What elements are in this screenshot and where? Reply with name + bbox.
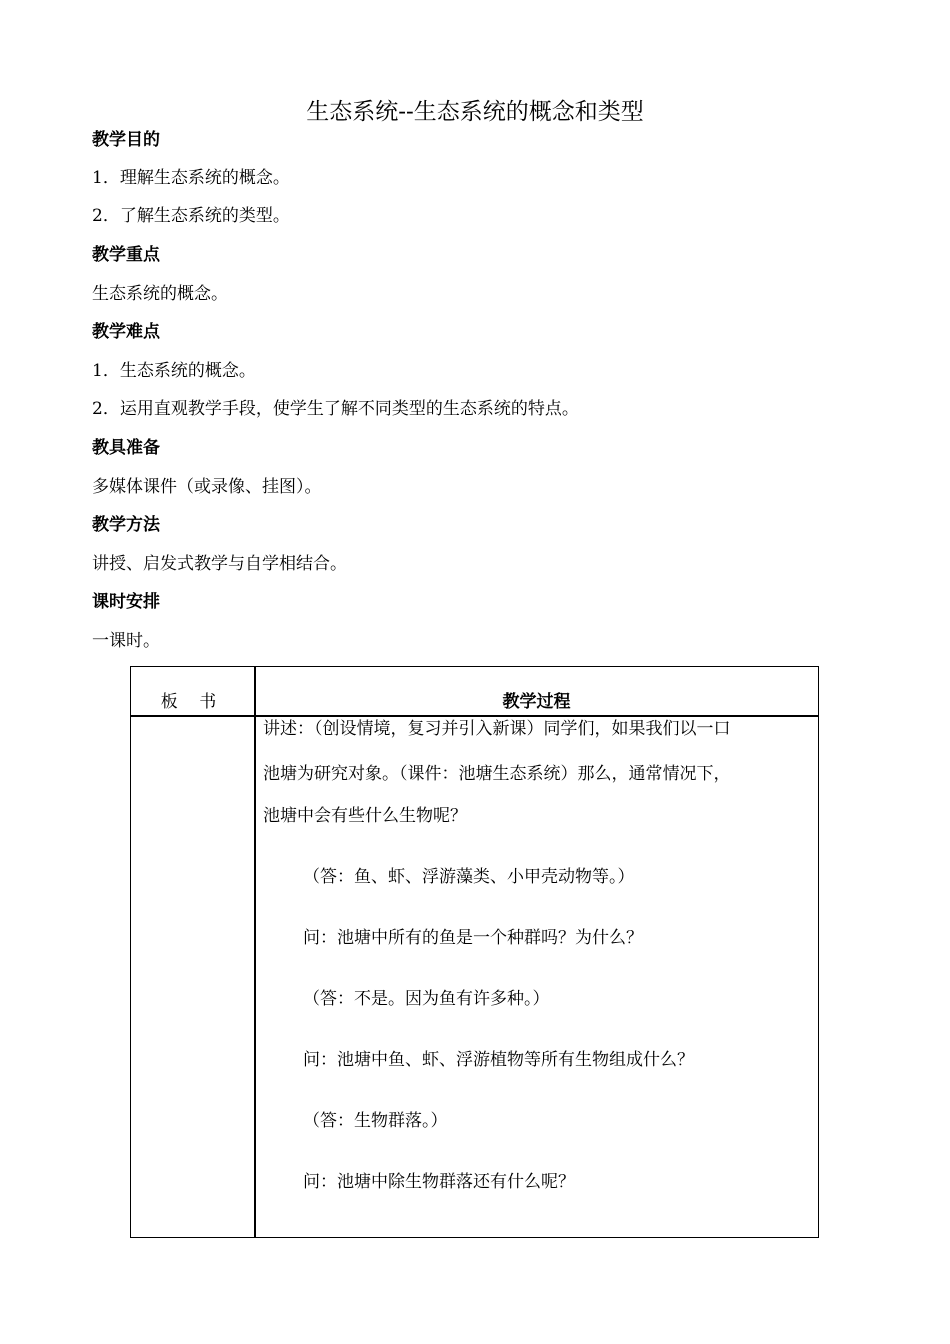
process-line-3: 池塘中会有些什么生物呢？ [263,806,467,826]
section-heading-difficulties: 教学难点 [92,322,160,342]
schedule-line-1: 一课时。 [92,631,160,651]
process-line-1: 讲述：（创设情境，复习并引入新课）同学们，如果我们以一口 [263,719,731,739]
process-line-7: 问：池塘中鱼、虾、浮游植物等所有生物组成什么？ [303,1050,694,1070]
process-line-2: 池塘为研究对象。（课件：池塘生态系统）那么，通常情况下， [263,764,731,784]
process-line-9: 问：池塘中除生物群落还有什么呢？ [303,1172,575,1192]
table-header-board: 板 书 [160,692,225,712]
teaching-process-table [130,666,819,1238]
methods-line-1: 讲授、启发式教学与自学相结合。 [92,554,347,574]
section-heading-objectives: 教学目的 [92,130,160,150]
table-header-process: 教学过程 [502,692,571,712]
document-title: 生态系统--生态系统的概念和类型 [306,99,644,125]
process-line-4: （答：鱼、虾、浮游藻类、小甲壳动物等。） [303,867,635,887]
table-column-divider [254,667,256,1237]
section-heading-schedule: 课时安排 [92,592,160,612]
section-heading-materials: 教具准备 [92,438,160,458]
process-line-5: 问：池塘中所有的鱼是一个种群吗？为什么？ [303,928,643,948]
section-heading-methods: 教学方法 [92,515,160,535]
key-point-line-1: 生态系统的概念。 [92,284,228,304]
objective-line-2: 2．了解生态系统的类型。 [92,206,290,226]
process-line-6: （答：不是。因为鱼有许多种。） [303,989,550,1009]
difficulty-line-2: 2．运用直观教学手段，使学生了解不同类型的生态系统的特点。 [92,399,579,419]
materials-line-1: 多媒体课件（或录像、挂图）。 [92,477,322,497]
objective-line-1: 1．理解生态系统的概念。 [92,168,290,188]
section-heading-key-points: 教学重点 [92,245,160,265]
difficulty-line-1: 1．生态系统的概念。 [92,361,256,381]
process-line-8: （答：生物群落。） [303,1111,448,1131]
